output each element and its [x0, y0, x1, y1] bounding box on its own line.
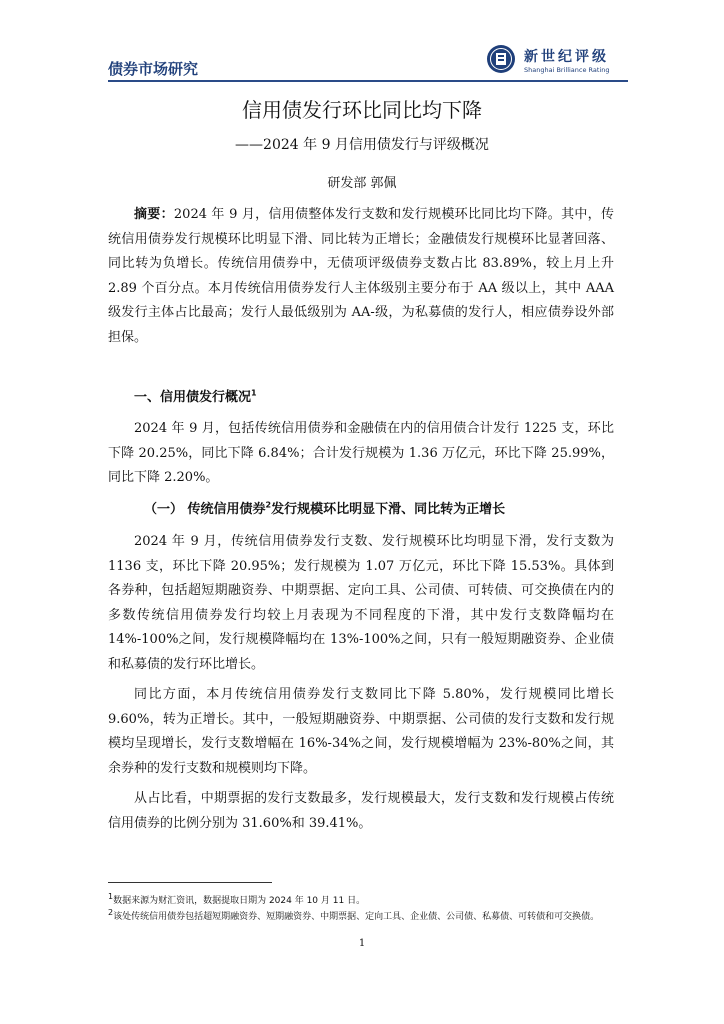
abstract-text: 2024 年 9 月，信用债整体发行支数和发行规模环比同比均下降。其中，传统信用债券发行规模环比明显下滑、同比转为正增长；金融债发行规模环比显著回落、同比转为负增长。传统信用债券中，无债项评级债券支数占比 83.89%，较上月上升 2.89 个百分点。本月传统信用债券发行人主体级别主要分布于 AA 级以上，其中 AAA 级发行主体占比最高；发行人最低级别为 AA-级，为私募债的发行人，相应债券设外部担保。 [108, 207, 614, 345]
abstract-paragraph [108, 203, 614, 350]
section-heading-1 [134, 386, 257, 405]
footnote-1-text: 数据来源为财汇资讯，数据提取日期为 2024 年 10 月 11 日。 [113, 896, 366, 906]
subsection-heading-post: 发行规模环比明显下滑、同比转为正增长 [271, 502, 506, 517]
footnote-divider [108, 882, 272, 883]
subsection-heading-1 [144, 498, 505, 517]
section-heading-1-text: 一、信用债发行概况 [134, 390, 252, 405]
subsection-paragraph-2: 同比方面，本月传统信用债券发行支数同比下降 5.80%，发行规模同比增长 9.60%，转为正增长。其中，一般短期融资券、中期票据、公司债的发行支数和发行规模均呈现增长，发行支数增幅在 16%-34%之间，发行规模增幅为 23%-80%之间，其余券种的发行支数和规模则均下降。 [108, 687, 614, 776]
brand-logo [486, 42, 626, 78]
brand-seal-icon [486, 44, 516, 74]
abstract-label: 摘要： [134, 207, 174, 222]
section-1-paragraph: 2024 年 9 月，包括传统信用债券和金融债在内的信用债合计发行 1225 支，环比下降 20.25%，同比下降 6.84%；合计发行规模为 1.36 万亿元，环比下降 25.99%，同比下降 2.20%。 [108, 421, 614, 485]
page-title: 信用债发行环比同比均下降 [242, 98, 482, 122]
brand-name-en: Shanghai Brilliance Rating [524, 66, 610, 74]
footnote-2-mark: 2 [108, 908, 114, 917]
author-line: 研发部 郭佩 [327, 176, 397, 191]
footnote-1-mark: 1 [108, 892, 114, 901]
footnote-ref-1[interactable]: 1 [251, 388, 257, 398]
footnote-ref-2[interactable]: 2 [265, 500, 272, 510]
footnote-2 [108, 906, 614, 924]
subsection-paragraph-1: 2024 年 9 月，传统信用债券发行支数、发行规模环比均明显下滑，发行支数为 1136 支，环比下降 20.95%；发行规模为 1.07 万亿元，环比下降 15.53%。具体到各券种，包括超短期融资券、中期票据、定向工具、公司债、可转债、可交换债在内的多数传统信用债券发行均较上月表现为不同程度的下滑，其中发行支数降幅均在 14%-100%之间，发行规模降幅均在 13%-100%之间，只有一般短期融资券、企业债和私募债的发行环比增长。 [108, 534, 614, 672]
page-number: 1 [358, 938, 366, 949]
header-section-title: 债券市场研究 [108, 60, 199, 78]
subsection-paragraph-3: 从占比看，中期票据的发行支数最多，发行规模最大，发行支数和发行规模占传统信用债券的比例分别为 31.60%和 39.41%。 [108, 791, 614, 831]
subsection-heading-pre: （一） 传统信用债券 [144, 502, 266, 517]
footnote-2-text: 该处传统信用债券包括超短期融资券、短期融资券、中期票据、定向工具、企业债、公司债、私募债、可转债和可交换债。 [113, 912, 600, 922]
page-subtitle: ——2024 年 9 月信用债发行与评级概况 [235, 137, 489, 153]
header-divider [108, 80, 628, 82]
brand-name-cn: 新世纪评级 [524, 49, 609, 65]
